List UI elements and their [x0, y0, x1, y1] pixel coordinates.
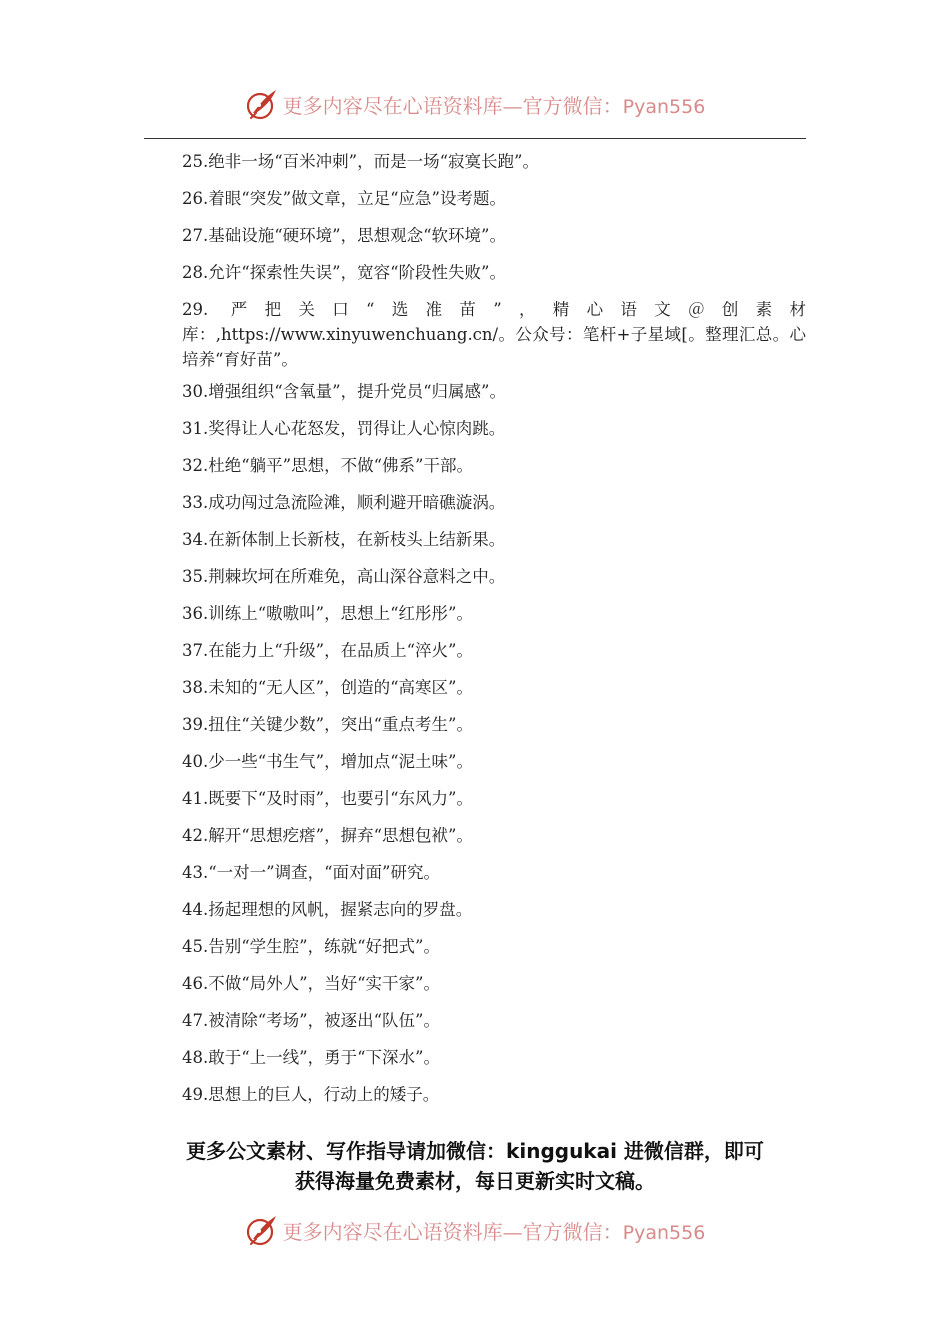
footer-banner-label: 更多内容尽在心语资料库—官方微信： — [282, 1219, 623, 1244]
footer-banner — [0, 1210, 950, 1250]
footer-banner-text — [283, 1216, 706, 1245]
list-item: 39.扭住“关键少数”，突出“重点考生”。 — [182, 715, 473, 734]
header-banner — [0, 84, 950, 124]
list-item: 35.荆棘坎坷在所难免，高山深谷意料之中。 — [182, 567, 506, 586]
list-item: 34.在新体制上长新枝，在新枝头上结新果。 — [182, 530, 506, 549]
list-item: 41.既要下“及时雨”，也要引“东风力”。 — [182, 789, 473, 808]
list-item: 25.绝非一场“百米冲刺”，而是一场“寂寞长跑”。 — [182, 152, 539, 171]
list-item: 26.着眼“突发”做文章，立足“应急”设考题。 — [182, 189, 506, 208]
list-item: 32.杜绝“躺平”思想，不做“佛系”干部。 — [182, 456, 473, 475]
list-item: 45.告别“学生腔”，练就“好把式”。 — [182, 937, 440, 956]
header-banner-text — [283, 90, 706, 119]
quill-logo-icon — [245, 1213, 279, 1247]
promo-line-2: 获得海量免费素材，每日更新实时文稿。 — [295, 1169, 655, 1193]
quill-logo-icon — [245, 87, 279, 121]
header-divider — [144, 138, 806, 139]
list-item: 33.成功闯过急流险滩，顺利避开暗礁漩涡。 — [182, 493, 506, 512]
list-item: 43.“一对一”调查，“面对面”研究。 — [182, 863, 440, 882]
header-wechat-id: Pyan556 — [622, 95, 706, 118]
list-item: 48.敢于“上一线”，勇于“下深水”。 — [182, 1048, 440, 1067]
promo-notice — [144, 1136, 806, 1196]
list-item: 44.扬起理想的风帆，握紧志向的罗盘。 — [182, 900, 473, 919]
list-item: 47.被清除“考场”，被逐出“队伍”。 — [182, 1011, 440, 1030]
list-item: 37.在能力上“升级”，在品质上“淬火”。 — [182, 641, 473, 660]
list-item: 38.未知的“无人区”，创造的“高寒区”。 — [182, 678, 473, 697]
list-item: 42.解开“思想疙瘩”，摒弃“思想包袱”。 — [182, 826, 473, 845]
promo-line-1: 更多公文素材、写作指导请加微信：kinggukai 进微信群，即可 — [186, 1139, 764, 1163]
list-item: 40.少一些“书生气”，增加点“泥土味”。 — [182, 752, 473, 771]
list-item-with-link: 29. 严把关口“选准苗”，精心语文＠创素材库：,https://www.xinyuwenchuang.cn/。公众号：笔杆+子星域[。整理汇总。心培养“育好苗”。 — [182, 300, 806, 369]
list-item: 31.奖得让人心花怒发，罚得让人心惊肉跳。 — [182, 419, 506, 438]
list-item: 30.增强组织“含氧量”，提升党员“归属感”。 — [182, 382, 506, 401]
list-item: 46.不做“局外人”，当好“实干家”。 — [182, 974, 440, 993]
list-item: 28.允许“探索性失误”，宽容“阶段性失败”。 — [182, 263, 506, 282]
list-item: 49.思想上的巨人，行动上的矮子。 — [182, 1085, 440, 1104]
phrase-list — [144, 152, 806, 1122]
list-item: 36.训练上“嗷嗷叫”，思想上“红彤彤”。 — [182, 604, 473, 623]
header-banner-label: 更多内容尽在心语资料库—官方微信： — [282, 93, 623, 118]
footer-banner-inner — [245, 1213, 706, 1247]
footer-wechat-id: Pyan556 — [622, 1221, 706, 1244]
list-item: 27.基础设施“硬环境”，思想观念“软环境”。 — [182, 226, 506, 245]
header-banner-inner — [245, 87, 706, 121]
